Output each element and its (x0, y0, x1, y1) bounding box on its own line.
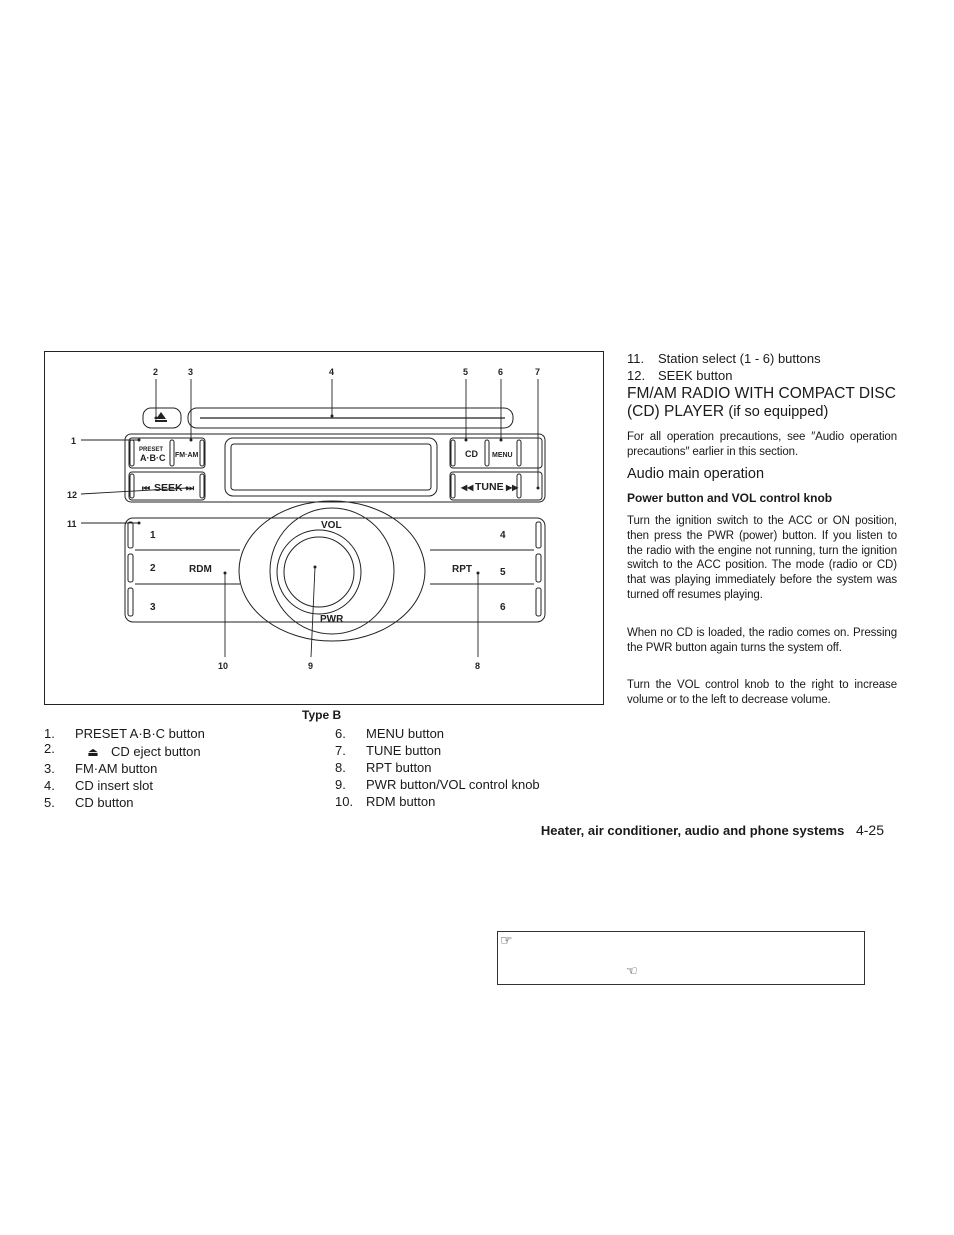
bold-heading: Power button and VOL control knob (627, 491, 833, 505)
legend-item: 8. RPT button (335, 760, 432, 775)
legend-middle (335, 725, 595, 810)
legend-item: 12. SEEK button (627, 368, 733, 383)
tune-up-icon: ▶▶ (506, 483, 519, 492)
legend-item: 1. PRESET A·B·C button (44, 726, 205, 741)
callout-12: 12 (67, 490, 78, 500)
legend-item: 7. TUNE button (335, 743, 442, 758)
station-1-label: 1 (150, 530, 156, 541)
callout-8: 8 (475, 661, 481, 671)
body-paragraph: Turn the ignition switch to the ACC or ON position, then press the PWR (power) button. If you listen to the radio with the engine not running, turn the ignition switch to the ACC position. The mode (radio or CD) that was playing immediately before the system was turned off resumes playing. (627, 515, 897, 601)
callout-4: 4 (329, 367, 335, 377)
pointing-hand-icon: ☞ (500, 932, 513, 948)
legend-item: 2. ⏏ CD eject button (44, 741, 201, 759)
page-footer (541, 822, 884, 838)
legend-item: 9. PWR button/VOL control knob (335, 777, 540, 792)
tune-down-icon: ◀◀ (461, 483, 474, 492)
cd-label: CD (465, 449, 478, 459)
figure-caption: Type B (302, 708, 342, 722)
seek-prev-icon: ⏮ (142, 483, 151, 493)
callout-10: 10 (218, 661, 229, 671)
fm-am-label: FM·AM (175, 452, 199, 459)
page-number: 4-25 (855, 822, 884, 838)
legend-item: 11. Station select (1 - 6) buttons (627, 351, 821, 366)
body-paragraph: Turn the VOL control knob to the right to increase volume or to the left to decrease volume. (627, 679, 897, 706)
legend-item: 6. MENU button (335, 726, 445, 741)
note-box (497, 931, 865, 985)
callout-9: 9 (308, 661, 314, 671)
legend-left (44, 725, 284, 811)
legend-item: 10. RDM button (335, 794, 436, 809)
station-4-label: 4 (500, 530, 506, 541)
callout-11: 11 (67, 519, 77, 529)
menu-label: MENU (492, 452, 513, 459)
station-6-label: 6 (500, 602, 506, 613)
legend-item: 3. FM·AM button (44, 761, 158, 776)
preset-abc-label: A·B·C (140, 453, 166, 463)
station-3-label: 3 (150, 602, 156, 613)
station-2-label: 2 (150, 563, 156, 574)
legend-right (627, 350, 897, 384)
display-window (225, 438, 437, 496)
intro-paragraph: For all operation precautions, see ″Audio operation precautions″ earlier in this section. (627, 431, 897, 458)
pointing-hand-icon: ☜ (626, 963, 638, 978)
callout-5: 5 (463, 367, 469, 377)
callout-3: 3 (188, 367, 194, 377)
legend-item: 4. CD insert slot (44, 778, 154, 793)
subheading: Audio main operation (627, 466, 765, 482)
preset-small-label: PRESET (139, 447, 164, 453)
eject-icon: ⏏ (87, 745, 99, 759)
section-title: FM/AM RADIO WITH COMPACT DISC (CD) PLAYER (if so equipped) (627, 385, 896, 420)
rpt-label: RPT (452, 564, 472, 575)
callout-1: 1 (71, 436, 77, 446)
vol-knob (277, 530, 361, 614)
vol-label: VOL (321, 520, 342, 531)
radio-diagram (44, 351, 604, 705)
rdm-label: RDM (189, 564, 212, 575)
footer-section: Heater, air conditioner, audio and phone systems (540, 823, 845, 838)
seek-label: SEEK (154, 482, 183, 494)
eject-icon (156, 412, 166, 419)
tune-label: TUNE (475, 481, 504, 493)
radio-diagram-drawing (45, 352, 605, 706)
callout-7: 7 (535, 367, 541, 377)
legend-item: 5. CD button (44, 795, 134, 810)
station-5-label: 5 (500, 567, 506, 578)
callout-2: 2 (153, 367, 159, 377)
body-paragraph: When no CD is loaded, the radio comes on. Pressing the PWR button again turns the system off. (627, 627, 897, 654)
seek-next-icon: ⏭ (186, 483, 195, 493)
pwr-label: PWR (320, 614, 344, 625)
callout-6: 6 (498, 367, 504, 377)
